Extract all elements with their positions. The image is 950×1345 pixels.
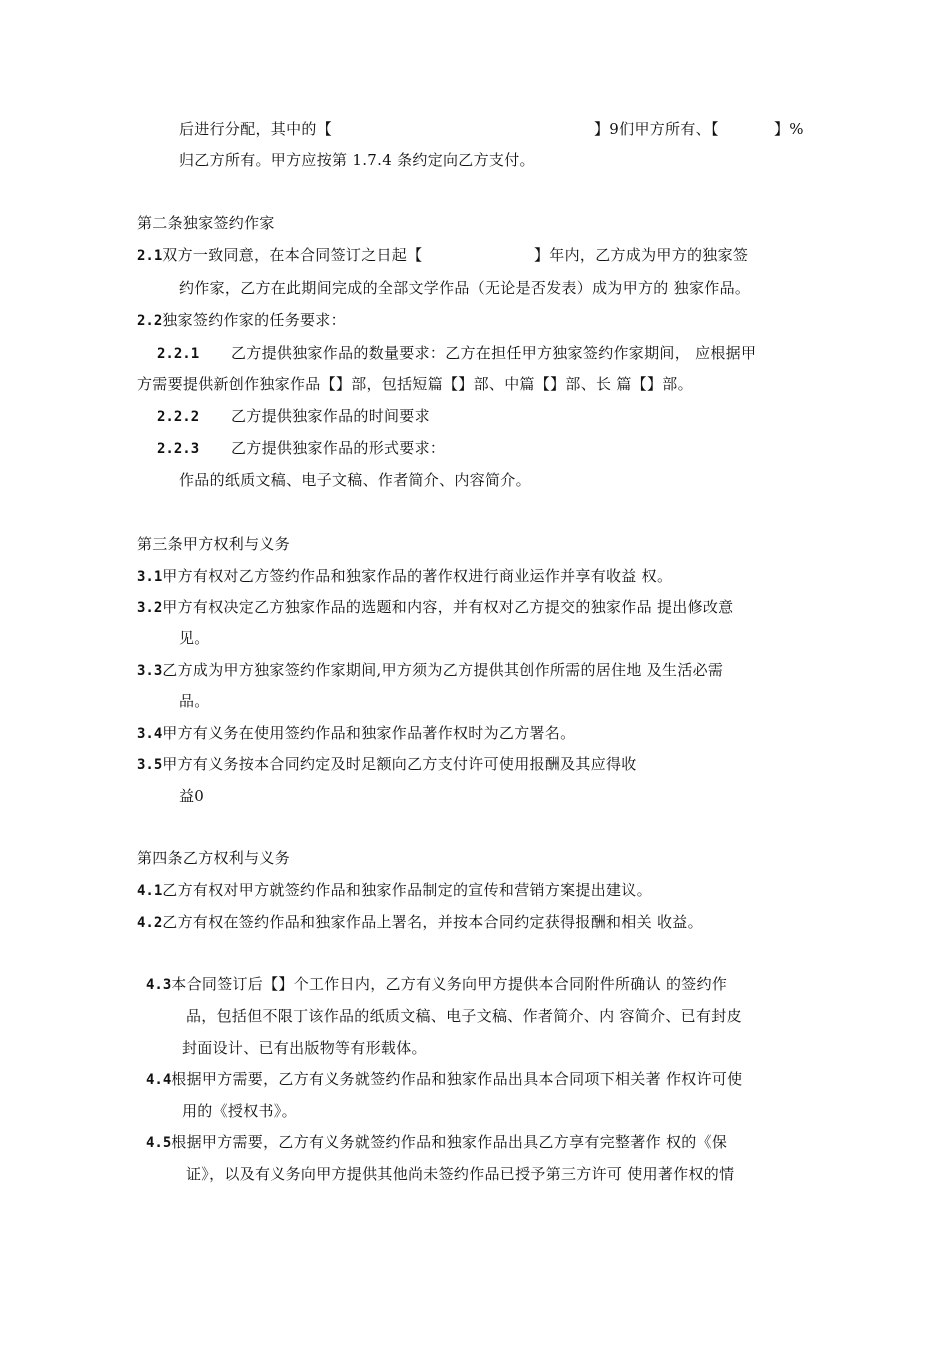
clause-4-2 bbox=[137, 912, 703, 933]
clause-text: 证》，以及有义务向甲方提供其他尚未签约作品已授予第三方许可 使用著作权的情 bbox=[186, 1165, 735, 1183]
clause-number: 3.1 bbox=[137, 569, 163, 585]
clause-text: 品。 bbox=[179, 692, 210, 710]
clause-number: 4.2 bbox=[137, 915, 163, 931]
text-line bbox=[137, 374, 693, 394]
clause-4-1 bbox=[137, 880, 652, 901]
clause-number: 2.2.1 bbox=[157, 346, 200, 362]
clause-text: 益0 bbox=[179, 787, 205, 805]
text-line bbox=[179, 786, 204, 806]
clause-number: 2.2 bbox=[137, 313, 163, 329]
clause-text: 】9们甲方所有、【 bbox=[594, 120, 719, 138]
clause-number: 3.5 bbox=[137, 757, 163, 773]
text-line bbox=[182, 1101, 297, 1121]
clause-3-4 bbox=[137, 723, 575, 744]
clause-2-2 bbox=[137, 310, 346, 331]
clause-number: 2.1 bbox=[137, 248, 163, 264]
clause-text: 】年内，乙方成为甲方的独家签 bbox=[534, 246, 749, 264]
clause-4-3 bbox=[146, 974, 727, 995]
text-line bbox=[179, 470, 531, 490]
clause-number: 3.4 bbox=[137, 726, 163, 742]
clause-number: 2.2.2 bbox=[157, 409, 200, 425]
clause-text: 见。 bbox=[179, 629, 210, 647]
text-line bbox=[179, 278, 750, 298]
text-line bbox=[179, 150, 535, 170]
clause-text: 本合同签订后【】个工作日内，乙方有义务向甲方提供本合同附件所确认 的签约作 bbox=[171, 975, 728, 993]
clause-text: 乙方成为甲方独家签约作家期间,甲方须为乙方提供其创作所需的居住地 及生活必需 bbox=[162, 661, 724, 679]
text-line bbox=[179, 119, 332, 139]
clause-number: 4.1 bbox=[137, 883, 163, 899]
clause-3-1 bbox=[137, 566, 672, 587]
clause-text: 用的《授权书》。 bbox=[182, 1102, 297, 1120]
text-line bbox=[182, 1038, 427, 1058]
text-line bbox=[179, 628, 210, 648]
clause-text: 根据甲方需要，乙方有义务就签约作品和独家作品出具本合同项下相关著 作权许可使 bbox=[171, 1070, 743, 1088]
clause-number: 4.4 bbox=[146, 1072, 172, 1088]
clause-text: 乙方提供独家作品的时间要求 bbox=[231, 407, 430, 425]
text-line bbox=[594, 119, 719, 139]
text-line bbox=[186, 1164, 734, 1184]
text-line bbox=[179, 691, 210, 711]
clause-text: 作品的纸质文稿、电子文稿、作者简介、内容简介。 bbox=[179, 471, 531, 489]
clause-text: 品，包括但不限丁该作品的纸质文稿、电子文稿、作者简介、内 容简介、已有封皮 bbox=[186, 1007, 742, 1025]
clause-text: 约作家，乙方在此期间完成的全部文学作品（无论是否发表）成为甲方的 独家作品。 bbox=[179, 279, 751, 297]
clause-3-2 bbox=[137, 597, 733, 618]
clause-text: 独家签约作家的任务要求： bbox=[162, 311, 346, 329]
clause-number: 3.3 bbox=[137, 663, 163, 679]
clause-text: 甲方有义务在使用签约作品和独家作品著作权时为乙方署名。 bbox=[162, 724, 576, 742]
clause-text: 乙方有权对甲方就签约作品和独家作品制定的宣传和营销方案提出建议。 bbox=[162, 881, 652, 899]
clause-2-2-2 bbox=[157, 406, 430, 427]
section-heading: 第二条独家签约作家 bbox=[137, 214, 275, 232]
clause-text: 乙方有权在签约作品和独家作品上署名，并按本合同约定获得报酬和相关 收益。 bbox=[162, 913, 703, 931]
clause-text: 甲方有权对乙方签约作品和独家作品的著作权进行商业运作并享有收益 权。 bbox=[162, 567, 673, 585]
text-line bbox=[534, 245, 748, 265]
clause-text: 】% bbox=[774, 120, 804, 138]
clause-text: 乙方提供独家作品的形式要求： bbox=[231, 439, 446, 457]
section-heading: 第四条乙方权利与义务 bbox=[137, 849, 291, 867]
clause-text: 后进行分配，其中的【 bbox=[179, 120, 333, 138]
text-line bbox=[186, 1006, 742, 1026]
clause-text: 封面设计、已有出版物等有形载体。 bbox=[182, 1039, 427, 1057]
clause-text: 根据甲方需要，乙方有义务就签约作品和独家作品出具乙方享有完整著作 权的《保 bbox=[171, 1133, 728, 1151]
clause-number: 4.5 bbox=[146, 1135, 172, 1151]
text-line bbox=[774, 119, 804, 139]
clause-2-1 bbox=[137, 245, 422, 266]
clause-text: 方需要提供新创作独家作品【】部，包括短篇【】部、中篇【】部、长 篇【】部。 bbox=[137, 375, 693, 393]
clause-text: 甲方有权决定乙方独家作品的选题和内容，并有权对乙方提交的独家作品 提出修改意 bbox=[162, 598, 734, 616]
clause-3-5 bbox=[137, 754, 637, 775]
clause-2-2-3 bbox=[157, 438, 445, 459]
clause-number: 2.2.3 bbox=[157, 441, 200, 457]
clause-4-5 bbox=[146, 1132, 727, 1153]
clause-number: 4.3 bbox=[146, 977, 172, 993]
clause-number: 3.2 bbox=[137, 600, 163, 616]
clause-2-2-1 bbox=[157, 343, 756, 364]
clause-text: 甲方有义务按本合同约定及时足额向乙方支付许可使用报酬及其应得收 bbox=[162, 755, 637, 773]
clause-text: 归乙方所有。甲方应按第 1.7.4 条约定向乙方支付。 bbox=[179, 151, 535, 169]
clause-3-3 bbox=[137, 660, 723, 681]
clause-4-4 bbox=[146, 1069, 742, 1090]
clause-text: 双方一致同意，在本合同签订之日起【 bbox=[162, 246, 423, 264]
clause-text: 乙方提供独家作品的数量要求：乙方在担任甲方独家签约作家期间， 应根据甲 bbox=[231, 344, 757, 362]
section-heading: 第三条甲方权利与义务 bbox=[137, 535, 291, 553]
